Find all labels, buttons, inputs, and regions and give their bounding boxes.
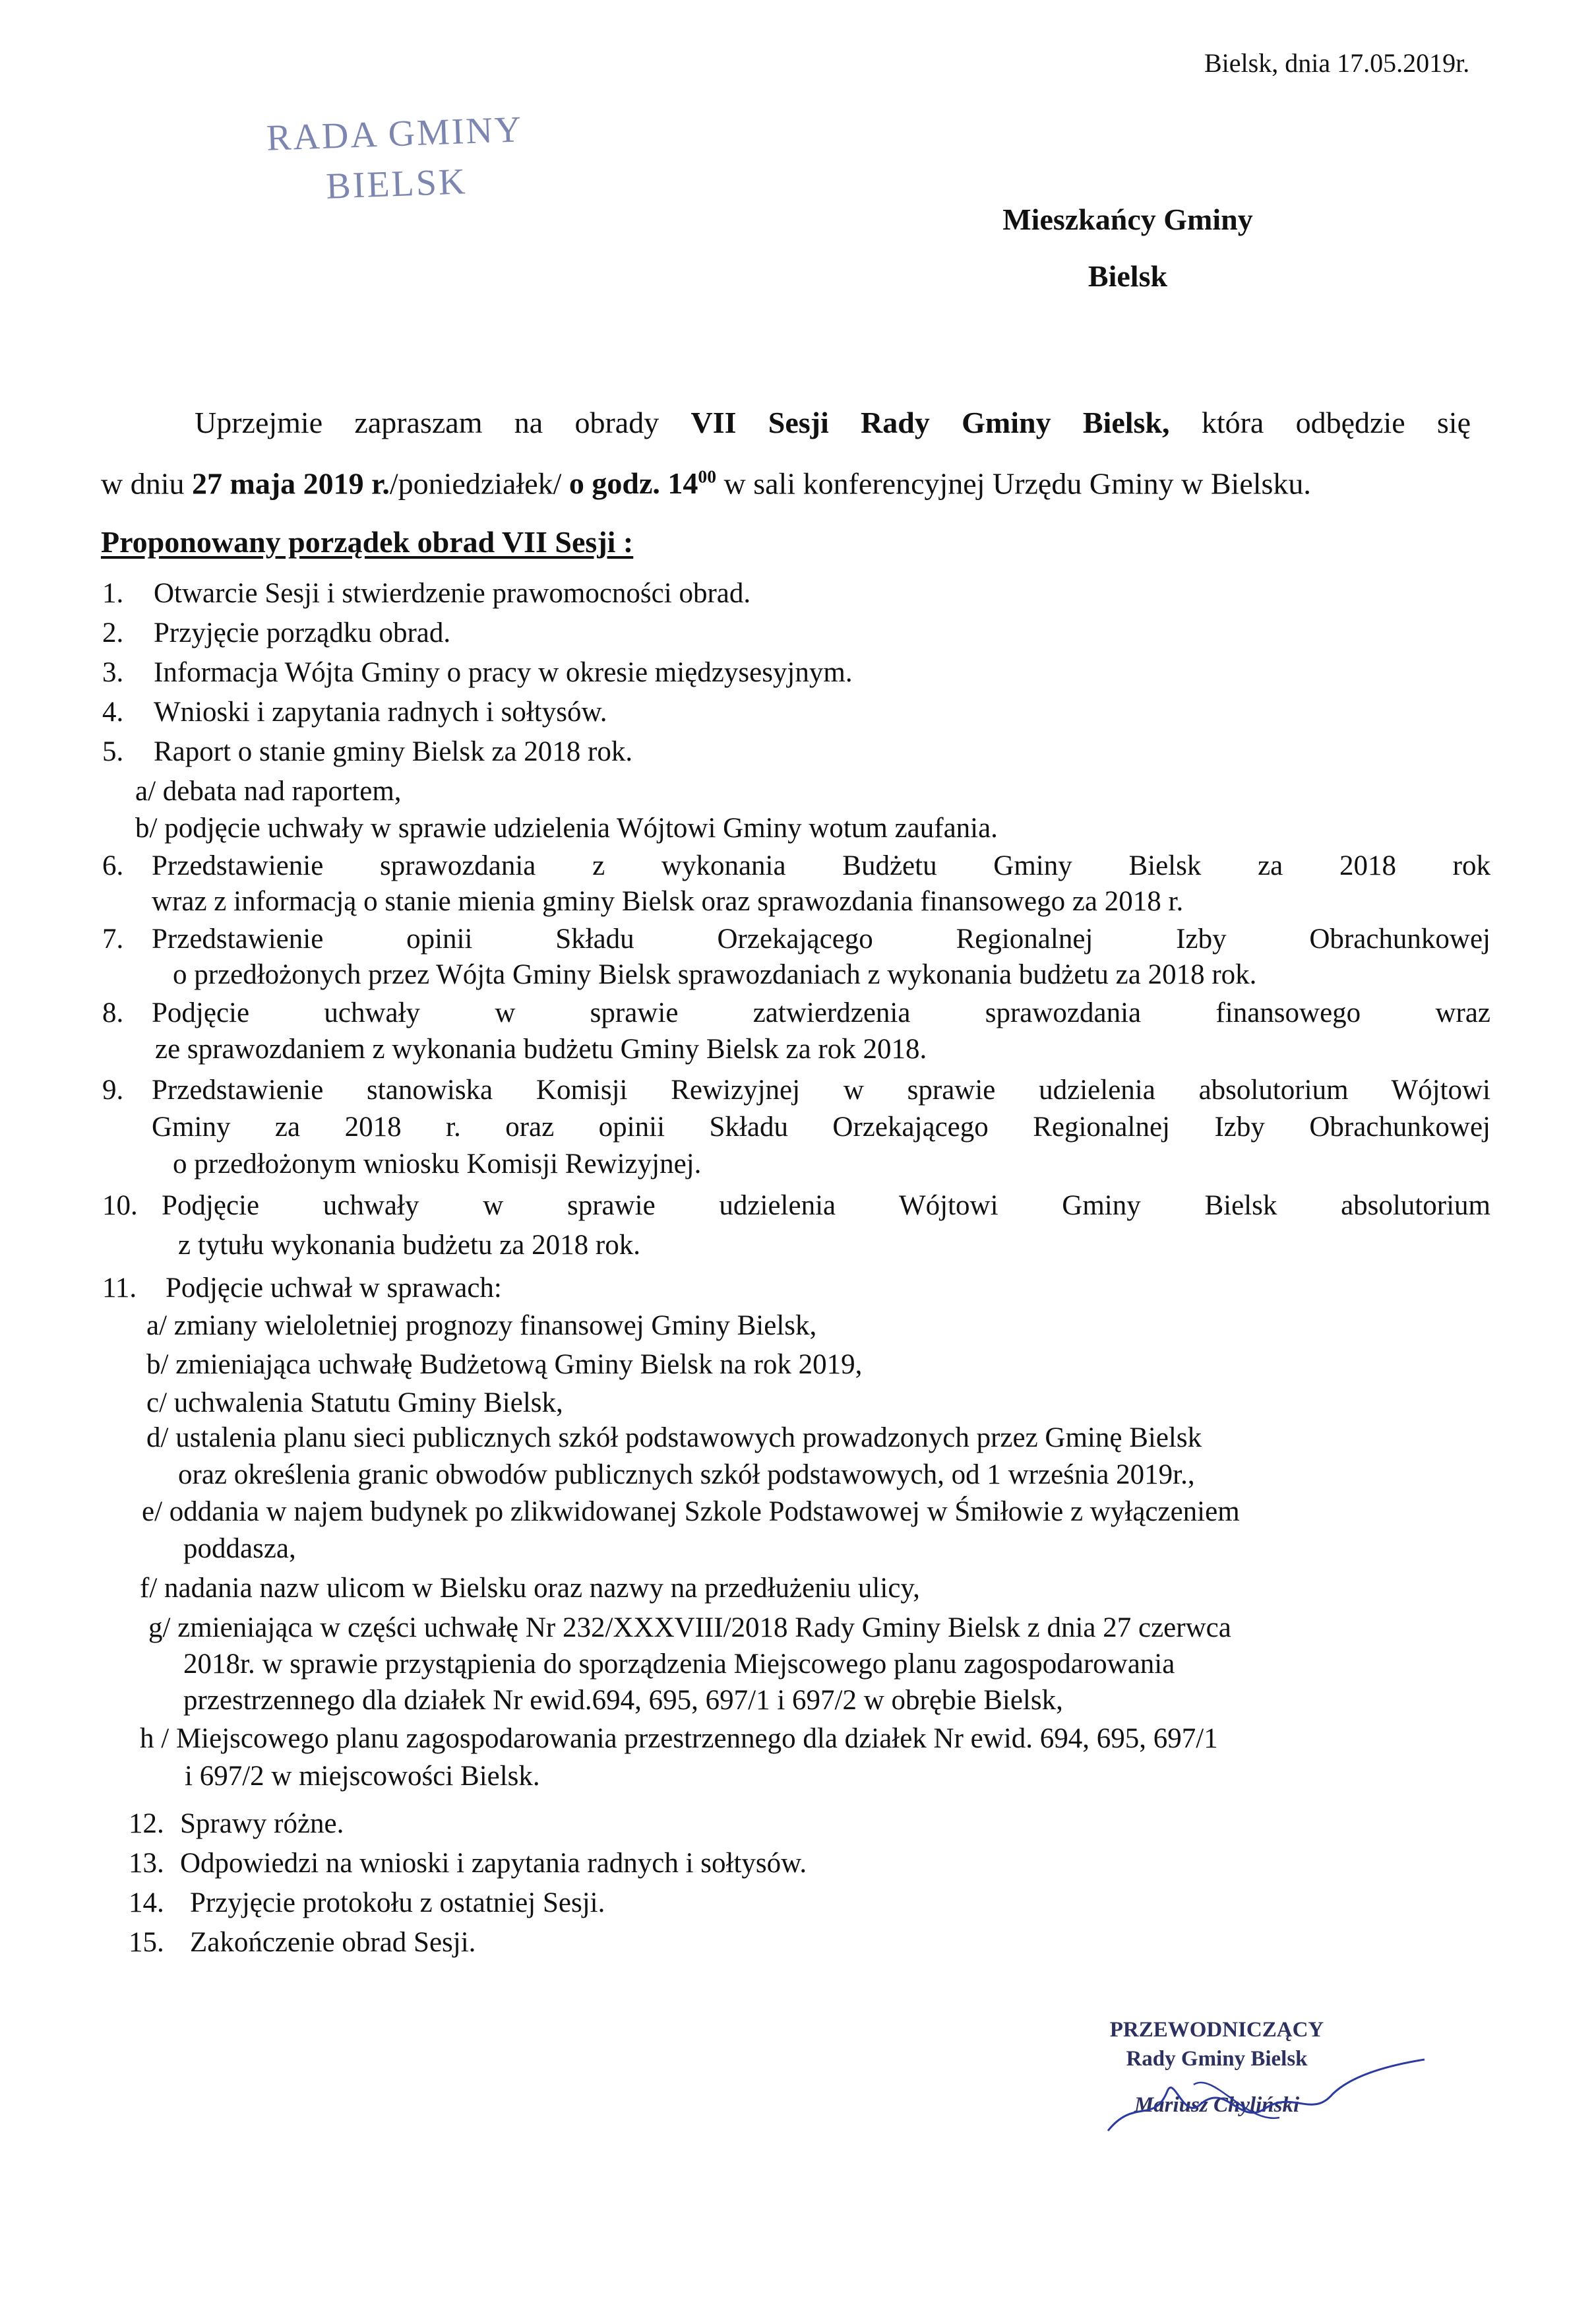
item-number: 15. — [129, 1927, 164, 1958]
agenda-subitem: h / Miejscowego planu zagospodarowania przestrzennego dla działek Nr ewid. 694, 695, 697/1 — [140, 1723, 1218, 1754]
intro-text: Uprzejmie zapraszam na obrady — [195, 406, 660, 439]
agenda-subitem: c/ uchwalenia Statutu Gminy Bielsk, — [146, 1387, 563, 1418]
agenda-item — [129, 1885, 605, 1922]
agenda-item — [102, 694, 607, 731]
agenda-item — [102, 734, 632, 771]
item-text: Przyjęcie protokołu z ostatniej Sesji. — [190, 1887, 605, 1918]
signature-name: Mariusz Chyliński — [1134, 2093, 1300, 2117]
item-number: 12. — [129, 1808, 164, 1839]
agenda-item-text: Przedstawienie opinii Składu Orzekającego Regionalnej Izby Obrachunkowej — [152, 924, 1490, 955]
agenda-item-number: 6. — [102, 850, 124, 881]
session-date: 27 maja 2019 r. — [192, 466, 390, 501]
session-time — [569, 466, 716, 500]
agenda-item — [129, 1924, 476, 1961]
agenda-item-text: Podjęcie uchwały w sprawie udzielenia Wójtowi Gminy Bielsk absolutorium — [162, 1190, 1490, 1221]
agenda-subitem: d/ ustalenia planu sieci publicznych szkół podstawowych prowadzonych przez Gminę Bielsk — [146, 1422, 1202, 1453]
signature-title: PRZEWODNICZĄCY — [1109, 2018, 1324, 2042]
agenda-item-text: Przedstawienie stanowiska Komisji Rewizyjnej w sprawie udzielenia absolutorium Wójtowi — [152, 1075, 1490, 1106]
agenda-item-text: Gminy za 2018 r. oraz opinii Składu Orzekającego Regionalnej Izby Obrachunkowej — [152, 1112, 1490, 1143]
item-text: Zakończenie obrad Sesji. — [190, 1927, 476, 1958]
agenda-item — [102, 615, 450, 652]
item-text: Informacja Wójta Gminy o pracy w okresie międzysesyjnym. — [154, 657, 853, 688]
council-stamp — [242, 104, 549, 214]
item-text: Wnioski i zapytania radnych i sołtysów. — [154, 697, 607, 728]
signature-body: Rady Gminy Bielsk — [1126, 2047, 1308, 2071]
agenda-subitem-cont: oraz określenia granic obwodów publicznych szkół podstawowych, od 1 września 2019r., — [178, 1459, 1195, 1490]
item-text: Otwarcie Sesji i stwierdzenie prawomocności obrad. — [154, 578, 751, 609]
item-number: 2. — [102, 617, 124, 648]
agenda-item-text: Przedstawienie sprawozdania z wykonania Budżetu Gminy Bielsk za 2018 rok — [152, 850, 1490, 881]
agenda-subitem: f/ nadania nazw ulicom w Bielsku oraz nazwy na przedłużeniu ulicy, — [140, 1573, 920, 1604]
agenda-item-text: ze sprawozdaniem z wykonania budżetu Gminy Bielsk za rok 2018. — [155, 1034, 927, 1065]
item-text: Raport o stanie gminy Bielsk za 2018 rok. — [154, 736, 633, 767]
addressee-line-2: Bielsk — [1088, 259, 1168, 293]
agenda-subitem-cont: poddasza, — [183, 1533, 296, 1564]
item-number: 5. — [102, 736, 124, 767]
session-name: VII Sesji Rady Gminy Bielsk, — [691, 406, 1170, 439]
agenda-item-number: 8. — [102, 997, 124, 1028]
agenda-item-text: o przedłożonych przez Wójta Gminy Bielsk sprawozdaniach z wykonania budżetu za 2018 rok. — [173, 959, 1257, 990]
agenda-item — [129, 1845, 807, 1882]
agenda-item-text: Podjęcie uchwały w sprawie zatwierdzenia sprawozdania finansowego wraz — [152, 997, 1490, 1028]
agenda-item-text: o przedłożonym wniosku Komisji Rewizyjnej. — [173, 1148, 702, 1180]
agenda-subitem: b/ zmieniająca uchwałę Budżetową Gminy Bielsk na rok 2019, — [146, 1349, 863, 1380]
item-number: 11. — [102, 1273, 137, 1304]
session-minutes: 00 — [698, 466, 717, 487]
agenda-subitem-cont: 2018r. w sprawie przystąpienia do sporządzenia Miejscowego planu zagospodarowania — [183, 1649, 1175, 1680]
handwritten-signature — [1095, 2045, 1438, 2151]
agenda-item — [102, 654, 853, 691]
intro-date-prefix: w dniu — [101, 466, 185, 501]
session-location: w sali konferencyjnej Urzędu Gminy w Bielsku. — [723, 466, 1311, 501]
agenda-subitem: g/ zmieniająca w części uchwałę Nr 232/XXXVIII/2018 Rady Gminy Bielsk z dnia 27 czerwca — [148, 1612, 1231, 1643]
agenda-item — [129, 1806, 344, 1842]
document-date: Bielsk, dnia 17.05.2019r. — [1204, 48, 1470, 78]
item-number: 1. — [102, 578, 124, 609]
agenda-subitem-cont: i 697/2 w miejscowości Bielsk. — [185, 1761, 540, 1792]
item-number: 13. — [129, 1848, 164, 1879]
agenda-item — [102, 575, 751, 612]
agenda-item-number: 7. — [102, 924, 124, 955]
agenda-item-text: wraz z informacją o stanie mienia gminy Bielsk oraz sprawozdania finansowego za 2018 r. — [152, 886, 1184, 917]
item-number: 4. — [102, 697, 124, 728]
agenda-heading: Proponowany porządek obrad VII Sesji : — [101, 525, 634, 559]
agenda-subitem: e/ oddania w najem budynek po zlikwidowanej Szkole Podstawowej w Śmiłowie z wyłączeniem — [142, 1496, 1240, 1527]
item-text: Podjęcie uchwał w sprawach: — [166, 1273, 502, 1304]
addressee — [930, 191, 1326, 305]
agenda-subitem: b/ podjęcie uchwały w sprawie udzielenia Wójtowi Gminy wotum zaufania. — [135, 813, 998, 844]
stamp-line-1: RADA GMINY — [266, 109, 524, 159]
item-number: 3. — [102, 657, 124, 688]
session-weekday: /poniedziałek/ — [389, 466, 562, 501]
agenda-subitem: a/ debata nad raportem, — [135, 776, 402, 807]
item-text: Odpowiedzi na wnioski i zapytania radnych i sołtysów. — [180, 1848, 807, 1879]
item-number: 14. — [129, 1887, 164, 1918]
session-hour: o godz. 14 — [568, 466, 698, 501]
agenda-subitem: a/ zmiany wieloletniej prognozy finansowej Gminy Bielsk, — [146, 1310, 817, 1341]
agenda-item-number: 9. — [102, 1075, 124, 1106]
stamp-line-2: BIELSK — [325, 161, 468, 207]
agenda-item-text: z tytułu wykonania budżetu za 2018 rok. — [178, 1230, 640, 1261]
item-text: Sprawy różne. — [180, 1808, 344, 1839]
agenda-item — [102, 1270, 502, 1307]
agenda-subitem-cont: przestrzennego dla działek Nr ewid.694, 695, 697/1 i 697/2 w obrębie Bielsk, — [183, 1685, 1063, 1716]
item-text: Przyjęcie porządku obrad. — [154, 617, 451, 648]
intro-line-1 — [195, 404, 1471, 442]
agenda-item-number: 10. — [102, 1190, 138, 1221]
intro-line-2 — [101, 458, 1473, 503]
addressee-line-1: Mieszkańcy Gminy — [1002, 203, 1253, 236]
intro-text-end: która odbędzie się — [1201, 406, 1471, 439]
